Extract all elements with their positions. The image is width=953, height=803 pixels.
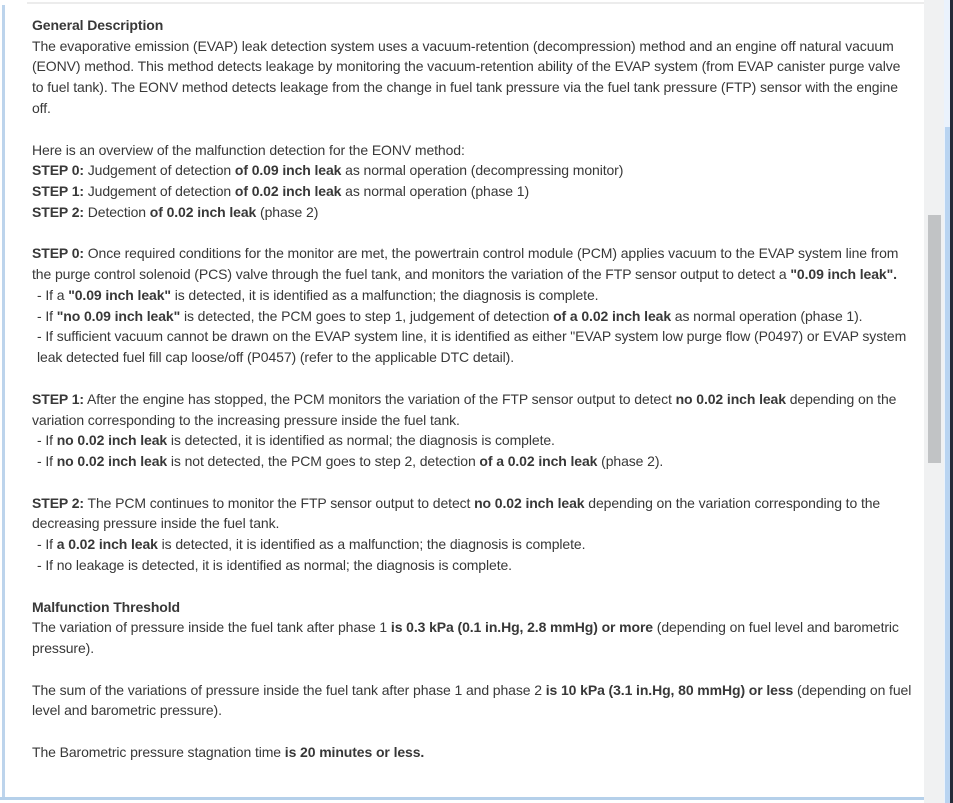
body-text: Here is an overview of the malfunction detection for the EONV method: [32,141,465,158]
body-text: - If no leakage is detected, it is identified as normal; the diagnosis is complete. [37,556,512,573]
bullet-line [32,326,912,367]
emphasis-text: no 0.02 inch leak [56,432,168,449]
body-text: as normal operation (decompressing monitor) [341,162,624,179]
body-text: The Barometric pressure stagnation time [32,744,285,761]
emphasis-text: STEP 1: [32,183,84,200]
body-text: Judgement of detection [83,162,235,179]
bullet-line [32,430,912,451]
paragraph [32,493,912,534]
paragraph [32,617,912,658]
body-text: as normal operation (phase 1). [671,307,863,324]
body-text: depending on the variation corresponding to the increasing pressure inside the fuel tank. [32,390,897,428]
emphasis-text: "0.09 inch leak" [68,286,171,303]
emphasis-text: General Description [32,17,164,33]
paragraph [32,140,912,161]
emphasis-text: is 10 kPa (3.1 in.Hg, 80 mmHg) or less [545,681,794,698]
inner-scrollbar-thumb[interactable] [928,215,941,463]
bullet-line [32,534,912,555]
body-text: The PCM continues to monitor the FTP sensor output to detect [83,494,475,511]
body-text: Judgement of detection [83,183,235,200]
body-text: depending on the variation corresponding to the decreasing pressure inside the fuel tank. [32,494,881,532]
body-text: - If [37,536,57,553]
paragraph [32,36,912,119]
body-text: - If [37,307,57,324]
body-text: The sum of the variations of pressure inside the fuel tank after phase 1 and phase 2 [32,681,546,698]
emphasis-text: Malfunction Threshold [32,598,181,615]
body-text: (phase 2) [256,203,319,220]
emphasis-text: "0.09 inch leak". [790,266,897,283]
bullet-line [32,451,912,472]
inner-scrollbar-track[interactable] [924,0,944,803]
emphasis-text: no 0.02 inch leak [56,452,168,469]
emphasis-text: of 0.09 inch leak [234,162,342,179]
body-text: - If [37,452,57,469]
emphasis-text: "no 0.09 inch leak" [56,307,181,324]
body-text: (depending on fuel level and barometric pressure). [32,681,912,719]
body-text: Once required conditions for the monitor are met, the powertrain control module (PCM) applies vacuum to the EVAP system line from the purge control solenoid (PCS) valve through the fuel tank, and monitors the variation of the FTP sensor output to detect a [32,245,899,283]
section-heading [32,15,912,36]
body-text: is detected, it is identified as a malfunction; the diagnosis is complete. [157,536,586,553]
body-text: The variation of pressure inside the fuel tank after phase 1 [32,619,391,636]
emphasis-text: of 0.02 inch leak [149,203,257,220]
body-text: After the engine has stopped, the PCM monitors the variation of the FTP sensor output to detect [83,390,676,407]
emphasis-text: is 0.3 kPa (0.1 in.Hg, 2.8 mmHg) or more [390,619,653,636]
section-heading [32,597,912,618]
body-text: is detected, the PCM goes to step 1, judgement of detection [180,307,554,324]
body-text: is detected, it is identified as a malfunction; the diagnosis is complete. [170,286,599,303]
body-text: is detected, it is identified as normal; the diagnosis is complete. [167,432,555,449]
paragraph [32,680,912,721]
paragraph [32,389,912,430]
body-text: The evaporative emission (EVAP) leak detection system uses a vacuum-retention (decompression) method and an engine off natural vacuum (EONV) method. This method detects leakage by monitoring the vacuum-retention ability of the EVAP system (from EVAP canister purge valve to fuel tank). The EONV method detects leakage from the change in fuel tank pressure via the fuel tank pressure (FTP) sensor with the engine off. [32,37,901,116]
body-text: - If sufficient vacuum cannot be drawn on the EVAP system line, it is identified as either "EVAP system low purge flow (P0497) or EVAP system leak detected fuel fill cap loose/off (P0457) (refer to the applicable DTC detail). [37,328,907,366]
body-text: as normal operation (phase 1) [341,183,530,200]
emphasis-text: of a 0.02 inch leak [479,452,598,469]
paragraph [32,243,912,284]
bullet-line [32,285,912,306]
emphasis-text: is 20 minutes or less. [284,744,425,761]
emphasis-text: STEP 1: [32,390,84,407]
body-text: - If a [37,286,69,303]
emphasis-text: no 0.02 inch leak [474,494,585,511]
emphasis-text: of a 0.02 inch leak [553,307,672,324]
emphasis-text: STEP 2: [32,203,84,220]
bullet-line [32,306,912,327]
emphasis-text: a 0.02 inch leak [56,536,158,553]
paragraph [32,202,912,223]
emphasis-text: STEP 0: [32,245,84,262]
body-text: (phase 2). [597,452,664,469]
paragraph [32,181,912,202]
emphasis-text: STEP 2: [32,494,84,511]
body-text: - If [37,432,57,449]
emphasis-text: STEP 0: [32,162,84,179]
bullet-line [32,555,912,576]
emphasis-text: of 0.02 inch leak [234,183,342,200]
emphasis-text: no 0.02 inch leak [675,390,786,407]
body-text: (depending on fuel level and barometric pressure). [32,619,899,656]
paragraph [32,160,912,181]
body-text: is not detected, the PCM goes to step 2, detection [167,452,480,469]
paragraph [32,742,912,763]
body-text: Detection [83,203,150,220]
